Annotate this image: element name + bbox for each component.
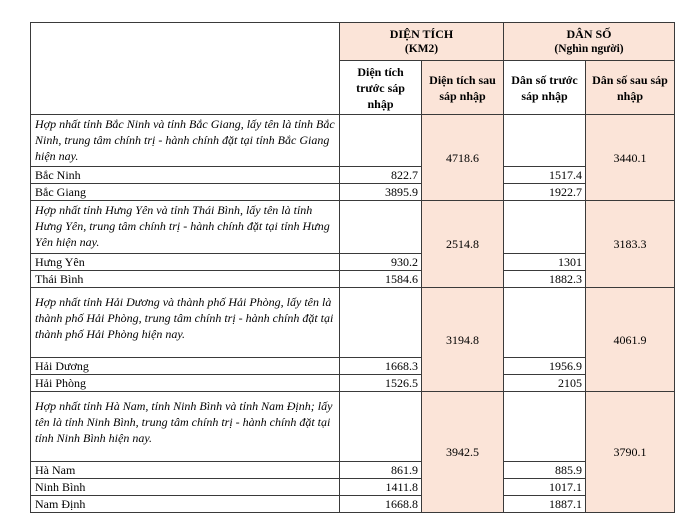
area-group-title: DIỆN TÍCH (389, 27, 454, 41)
group-description-row (31, 288, 675, 358)
group-description: Hợp nhất tỉnh Hưng Yên và tỉnh Thái Bình, lấy tên là tỉnh Hưng Yên, trung tâm chính trị - hành chính đặt tại tỉnh Hưng Yên hiện nay. (31, 201, 340, 254)
province-name: Bắc Ninh (31, 167, 340, 184)
province-area: 1584.6 (340, 271, 422, 288)
group-description: Hợp nhất tỉnh Hà Nam, tỉnh Ninh Bình và tỉnh Nam Định; lấy tên là tỉnh Ninh Bình, trung tâm chính trị - hành chính đặt tại tỉnh Ninh Bình hiện nay. (31, 392, 340, 462)
province-row (31, 479, 675, 496)
pop-after-value: 4061.9 (586, 288, 675, 392)
empty-cell (504, 201, 586, 254)
province-area: 822.7 (340, 167, 422, 184)
empty-cell (340, 288, 422, 358)
group-description-row (31, 392, 675, 462)
province-pop: 1887.1 (504, 496, 586, 513)
province-row (31, 184, 675, 201)
pop-after-value: 3790.1 (586, 392, 675, 513)
province-name: Hải Dương (31, 358, 340, 375)
province-row (31, 358, 675, 375)
merger-table (30, 22, 675, 513)
province-pop: 2105 (504, 375, 586, 392)
header-blank-cell (31, 23, 340, 115)
group-description: Hợp nhất tỉnh Hải Dương và thành phố Hải Phòng, lấy tên là thành phố Hải Phòng, trung tâm chính trị - hành chính đặt tại thành phố Hải Phòng hiện nay. (31, 288, 340, 358)
province-name: Ninh Bình (31, 479, 340, 496)
area-before-header: Diện tích trước sáp nhập (340, 61, 422, 115)
pop-group-title: DÂN SỐ (566, 27, 612, 41)
pop-group-unit: (Nghìn người) (554, 43, 624, 55)
province-area: 1668.8 (340, 496, 422, 513)
province-name: Nam Định (31, 496, 340, 513)
group-description-row (31, 201, 675, 254)
province-area: 1526.5 (340, 375, 422, 392)
area-after-header: Diện tích sau sáp nhập (422, 61, 504, 115)
empty-cell (504, 392, 586, 462)
province-row (31, 271, 675, 288)
province-pop: 1882.3 (504, 271, 586, 288)
province-row (31, 375, 675, 392)
group-description-row (31, 115, 675, 167)
province-name: Thái Bình (31, 271, 340, 288)
province-row (31, 462, 675, 479)
area-after-value: 4718.6 (422, 115, 504, 201)
area-group-header (340, 23, 504, 61)
province-pop: 1922.7 (504, 184, 586, 201)
header-row-groups (31, 23, 675, 61)
pop-group-header (504, 23, 675, 61)
area-after-value: 2514.8 (422, 201, 504, 288)
empty-cell (340, 392, 422, 462)
province-pop: 1017.1 (504, 479, 586, 496)
province-name: Hà Nam (31, 462, 340, 479)
pop-after-value: 3183.3 (586, 201, 675, 288)
pop-after-header: Dân số sau sáp nhập (586, 61, 675, 115)
province-name: Hưng Yên (31, 254, 340, 271)
province-pop: 1517.4 (504, 167, 586, 184)
province-row (31, 496, 675, 513)
province-row (31, 254, 675, 271)
group-description: Hợp nhất tỉnh Bắc Ninh và tỉnh Bắc Giang, lấy tên là tỉnh Bắc Ninh, trung tâm chính trị - hành chính đặt tại tỉnh Bắc Giang hiện nay. (31, 115, 340, 167)
province-name: Bắc Giang (31, 184, 340, 201)
area-after-value: 3194.8 (422, 288, 504, 392)
empty-cell (340, 115, 422, 167)
area-group-unit: (KM2) (404, 43, 439, 55)
empty-cell (504, 115, 586, 167)
empty-cell (340, 201, 422, 254)
area-after-value: 3942.5 (422, 392, 504, 513)
province-area: 1411.8 (340, 479, 422, 496)
province-area: 3895.9 (340, 184, 422, 201)
province-pop: 1301 (504, 254, 586, 271)
province-name: Hải Phòng (31, 375, 340, 392)
pop-after-value: 3440.1 (586, 115, 675, 201)
province-area: 861.9 (340, 462, 422, 479)
pop-before-header: Dân số trước sáp nhập (504, 61, 586, 115)
province-pop: 1956.9 (504, 358, 586, 375)
province-pop: 885.9 (504, 462, 586, 479)
province-area: 1668.3 (340, 358, 422, 375)
province-area: 930.2 (340, 254, 422, 271)
province-row (31, 167, 675, 184)
empty-cell (504, 288, 586, 358)
